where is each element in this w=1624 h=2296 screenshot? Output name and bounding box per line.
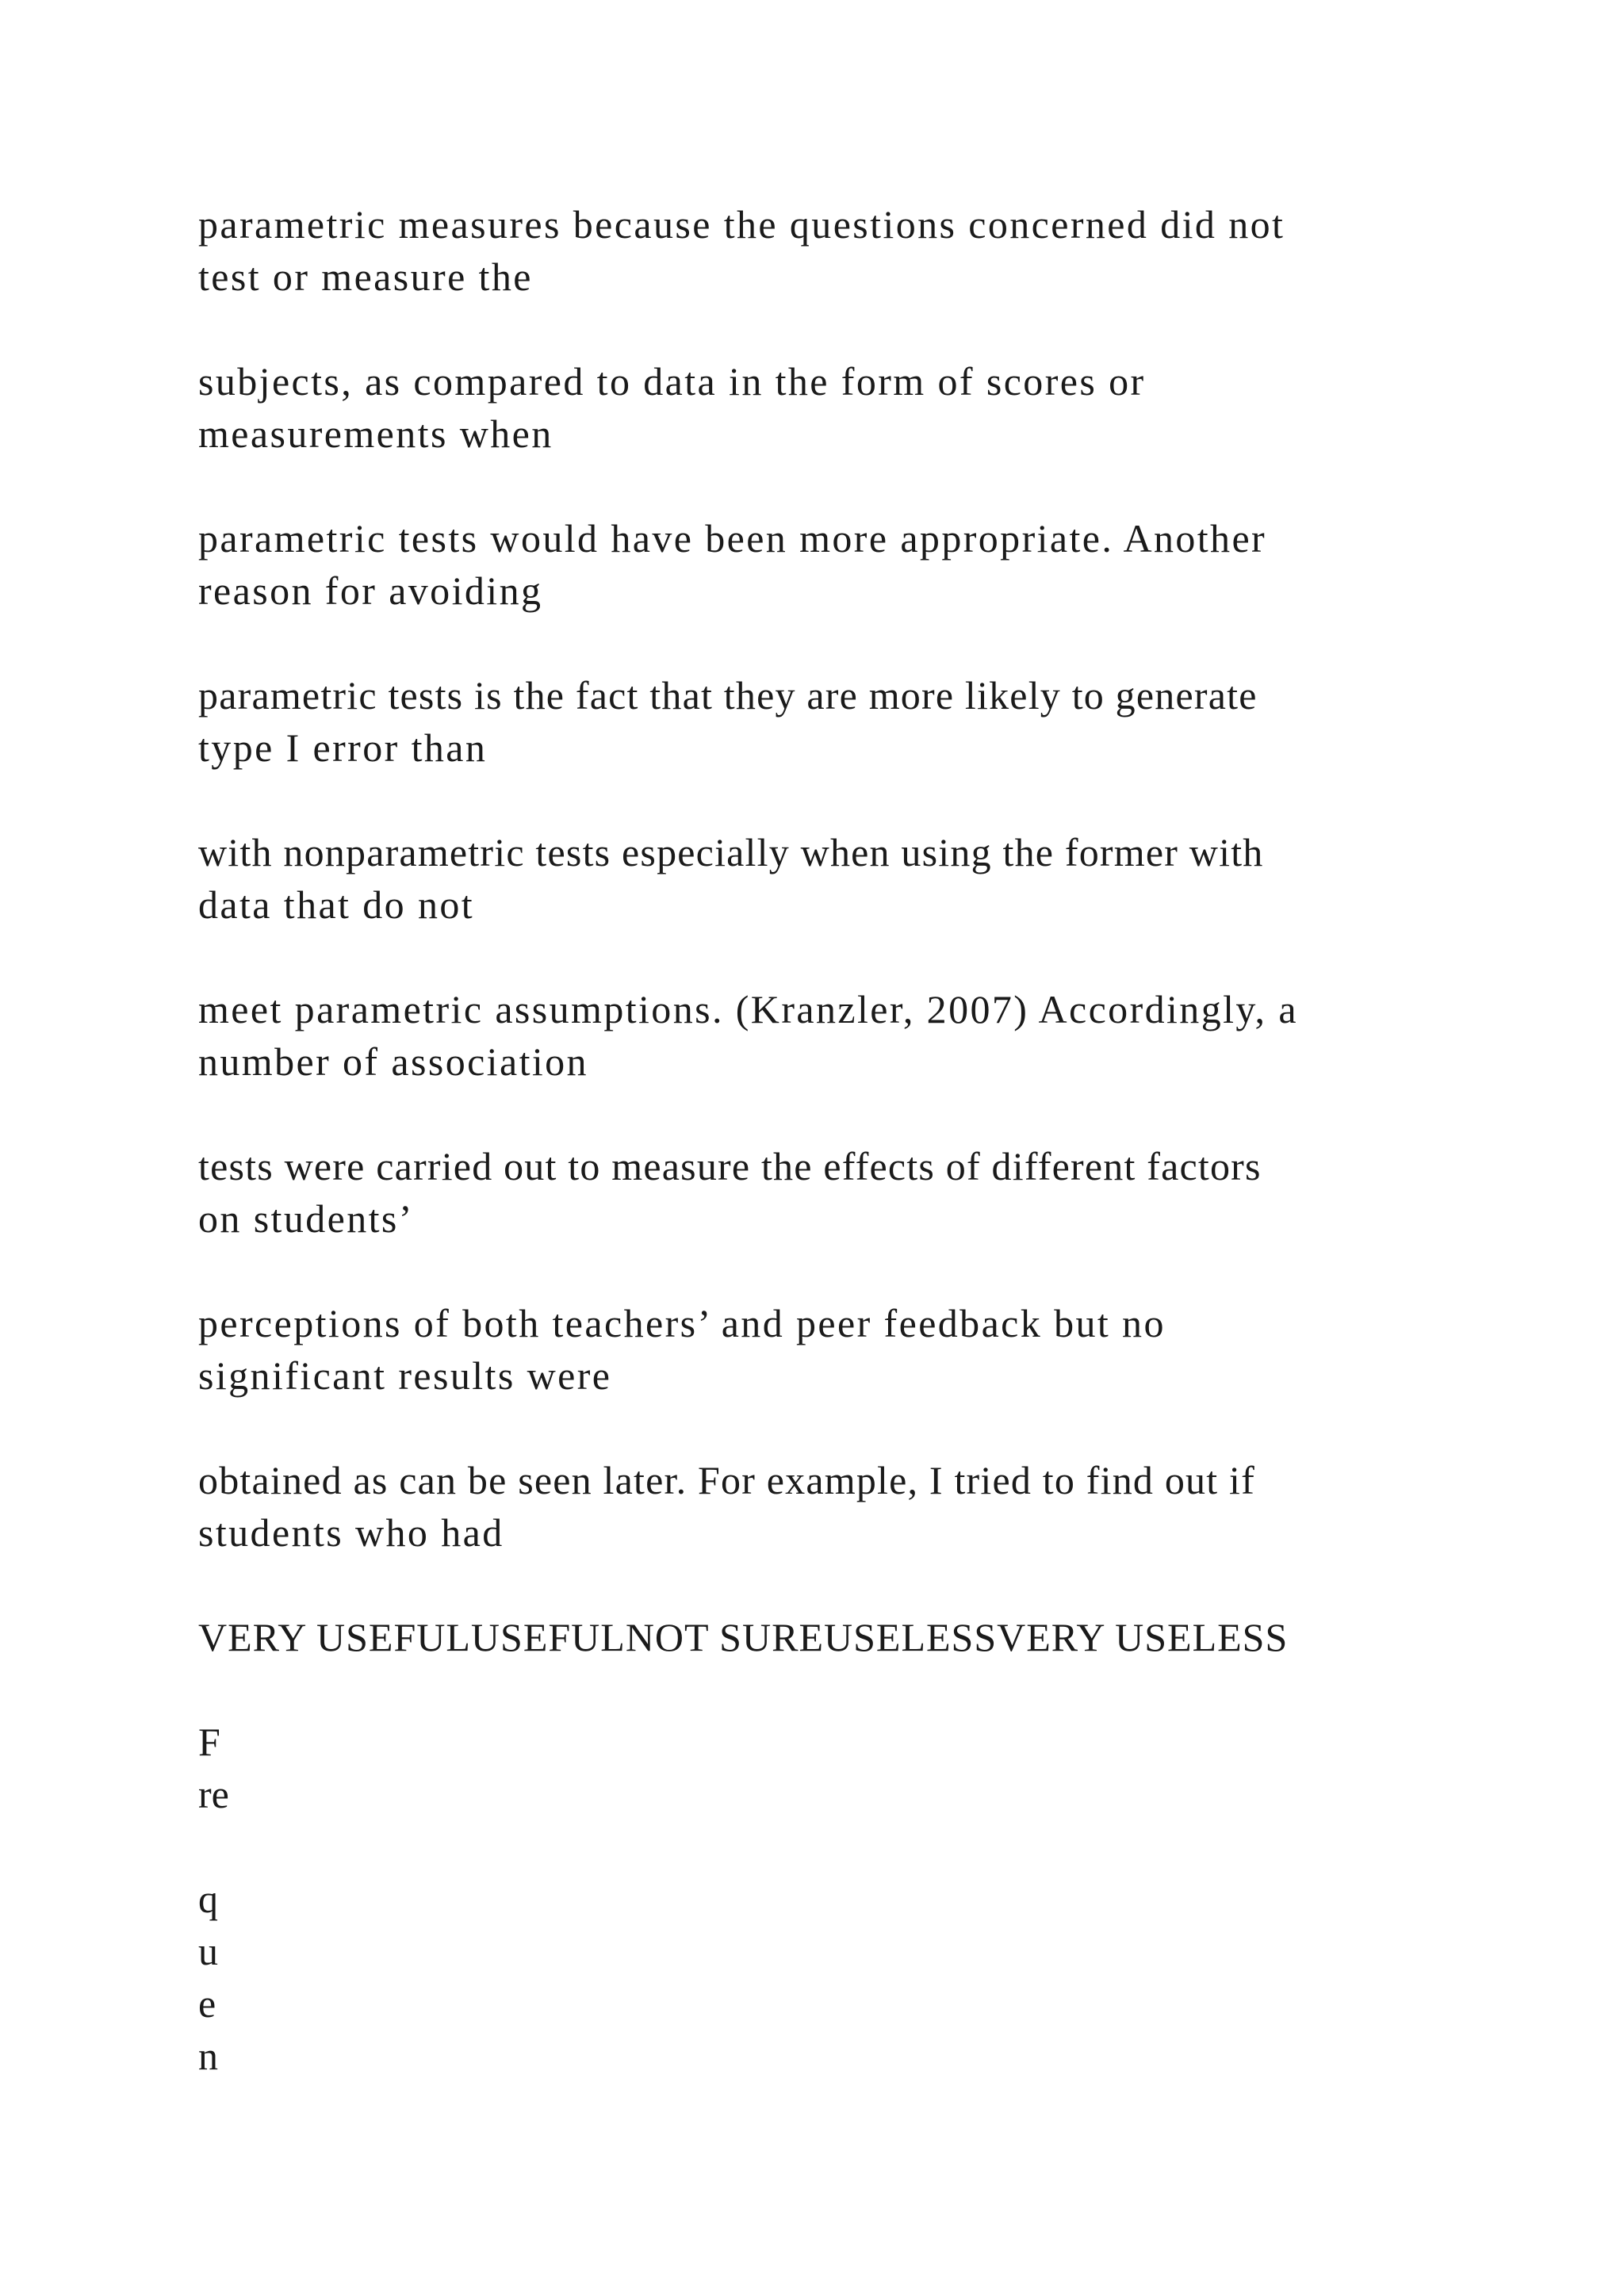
axis-label-fragment: re: [198, 1772, 229, 1816]
text-line: obtained as can be seen later. For example, I tried to find out if: [198, 1458, 1255, 1502]
text-line: data that do not: [198, 882, 475, 927]
text-line: measurements when: [198, 411, 553, 456]
text-line: number of association: [198, 1039, 588, 1084]
axis-label-fragment: q: [198, 1877, 218, 1921]
text-line: subjects, as compared to data in the form of scores or: [198, 359, 1146, 404]
axis-label-fragment: n: [198, 2034, 218, 2078]
axis-label-fragment: F: [198, 1720, 220, 1764]
text-line: meet parametric assumptions. (Kranzler, 2007) Accordingly, a: [198, 987, 1298, 1031]
text-line: tests were carried out to measure the effects of different factors: [198, 1144, 1262, 1188]
text-line: on students’: [198, 1196, 414, 1241]
text-line: parametric tests would have been more appropriate. Another: [198, 516, 1267, 561]
text-line: reason for avoiding: [198, 568, 543, 613]
text-line: parametric tests is the fact that they are more likely to generate: [198, 673, 1258, 718]
rating-scale-labels: VERY USEFULUSEFULNOT SUREUSELESSVERY USELESS: [198, 1615, 1289, 1659]
text-line: students who had: [198, 1510, 504, 1555]
axis-label-fragment: e: [198, 1981, 216, 2026]
text-line: parametric measures because the questions concerned did not: [198, 202, 1285, 247]
axis-label-fragment: u: [198, 1929, 218, 1973]
text-line: with nonparametric tests especially when using the former with: [198, 830, 1264, 874]
text-line: perceptions of both teachers’ and peer feedback but no: [198, 1301, 1166, 1345]
text-line: test or measure the: [198, 254, 533, 299]
text-line: type I error than: [198, 725, 488, 770]
text-line: significant results were: [198, 1353, 612, 1398]
